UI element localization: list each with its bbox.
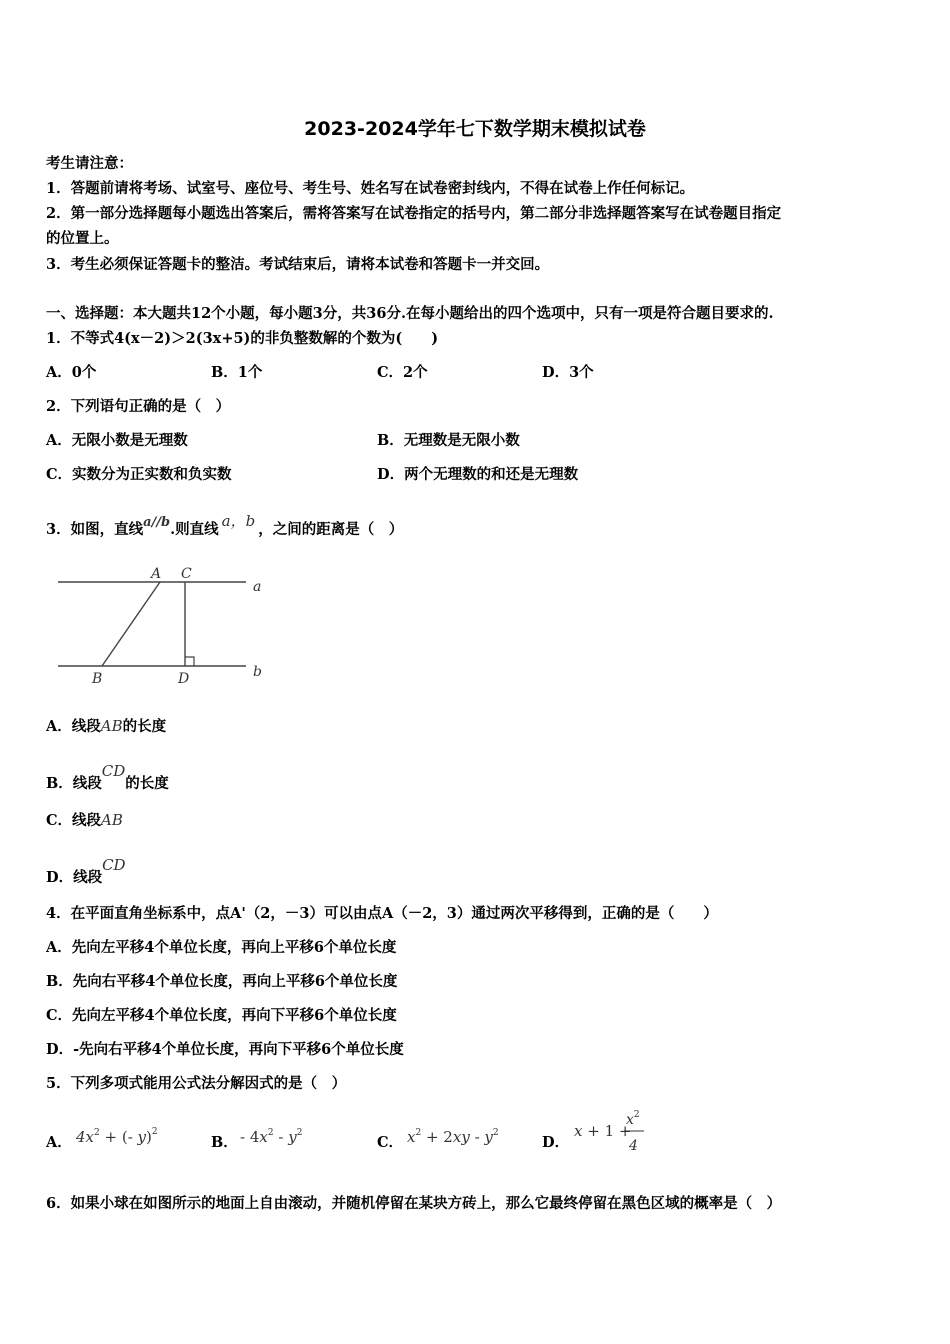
label-b: b [253,664,262,680]
q4-option-a[interactable]: A．先向左平移4个单位长度，再向上平移6个单位长度 [46,939,397,956]
q3-stem-pre: 3．如图，直线 [46,521,144,538]
question-3-stem [46,510,403,539]
label-C: C [181,566,192,582]
q3-b-seg: CD [101,762,126,780]
q1-option-b[interactable]: B．1个 [211,364,263,381]
q3-d-label: D．线段 [46,869,103,886]
q5-d-expr-text: x + 1 + [574,1122,632,1140]
label-D: D [178,671,190,687]
q3-stem-mid: .则直线 [170,521,219,538]
notice-item-3: 3．考生必须保证答题卡的整洁。考试结束后，请将本试卷和答题卡一并交回。 [46,256,550,273]
q2-option-b[interactable]: B．无理数是无限小数 [377,432,520,449]
question-6-stem: 6．如果小球在如图所示的地面上自由滚动，并随机停留在某块方砖上，那么它最终停留在黑色区域的概率是（ ） [46,1195,782,1212]
q3-option-b[interactable] [46,762,169,793]
q3-lines-expr: a，b [221,512,256,530]
q3-c-label: C．线段 [46,812,102,829]
q5-b-label: B． [211,1134,238,1151]
q1-option-a[interactable]: A．0个 [46,364,97,381]
notice-item-2-cont: 的位置上。 [46,230,119,247]
question-4-stem: 4．在平面直角坐标系中，点A'（2，－3）可以由点A（－2，3）通过两次平移得到，正确的是（ ） [46,905,718,922]
q3-b-label: B．线段 [46,775,102,792]
notice-item-1: 1．答题前请将考场、试室号、座位号、考生号、姓名写在试卷密封线内，不得在试卷上作任何标记。 [46,180,695,197]
question-5-stem: 5．下列多项式能用公式法分解因式的是（ ） [46,1075,347,1092]
q3-a-tail: 的长度 [122,718,167,735]
question-1-stem: 1．不等式4(x－2)＞2(3x+5)的非负整数解的个数为( ) [46,330,439,347]
question-2-stem: 2．下列语句正确的是（ ） [46,398,231,415]
q5-a-expression [76,1122,176,1150]
q5-c-expression [407,1122,517,1150]
q1-option-d[interactable]: D．3个 [542,364,594,381]
q4-option-c[interactable]: C．先向左平移4个单位长度，再向下平移6个单位长度 [46,1007,397,1024]
q5-a-expr-text: $4x^2$ + (- y)$^2$ [76,1127,158,1146]
q3-option-a[interactable] [46,715,166,736]
q4-option-d[interactable]: D．-先向右平移4个单位长度，再向下平移6个单位长度 [46,1041,404,1058]
q5-option-c[interactable] [377,1131,403,1152]
q5-d-numerator: $x^2$ [626,1110,640,1128]
q5-b-expression [240,1122,330,1150]
label-B: B [92,671,103,687]
page-title: 2023-2024学年七下数学期末模拟试卷 [304,118,646,140]
q5-a-label: A． [46,1134,72,1151]
q5-d-denominator: 4 [629,1138,638,1154]
right-angle-mark [185,657,194,666]
q3-parallel-expr: a//b [143,515,171,530]
q1-option-c[interactable]: C．2个 [377,364,428,381]
q5-c-expr-text: $x^2 + 2xy - y^2$ [407,1128,499,1146]
q5-option-b[interactable] [211,1131,238,1152]
q2-option-d[interactable]: D．两个无理数的和还是无理数 [377,466,579,483]
q5-option-a[interactable] [46,1131,72,1152]
q3-a-seg: AB [100,717,123,735]
notice-heading: 考生请注意： [46,155,133,172]
q5-option-d[interactable] [542,1131,569,1152]
q3-figure [50,560,280,690]
section-heading: 一、选择题：本大题共12个小题，每小题3分，共36分.在每小题给出的四个选项中，只有一项是符合题目要求的. [46,305,774,322]
notice-item-2: 2．第一部分选择题每小题选出答案后，需将答案写在试卷指定的括号内，第二部分非选择题答案写在试卷题目指定 [46,205,782,222]
q3-c-seg: AB [101,811,123,829]
q3-option-c[interactable] [46,809,123,830]
q3-stem-post: ，之间的距离是（ ） [258,521,404,538]
q5-c-label: C． [377,1134,404,1151]
q3-b-tail: 的长度 [125,775,169,792]
label-A: A [151,566,162,582]
q3-a-label: A．线段 [46,718,101,735]
q5-b-expr-text: - $4x^2 - y^2$ [240,1128,303,1146]
label-a: a [253,579,262,595]
q3-d-seg: CD [102,856,126,874]
q5-d-label: D． [542,1134,570,1151]
q3-option-d[interactable] [46,856,126,887]
q4-option-b[interactable]: B．先向右平移4个单位长度，再向上平移6个单位长度 [46,973,398,990]
segment-ab [102,582,160,666]
q2-option-c[interactable]: C．实数分为正实数和负实数 [46,466,232,483]
q5-d-expression [574,1104,654,1154]
q2-option-a[interactable]: A．无限小数是无理数 [46,432,188,449]
